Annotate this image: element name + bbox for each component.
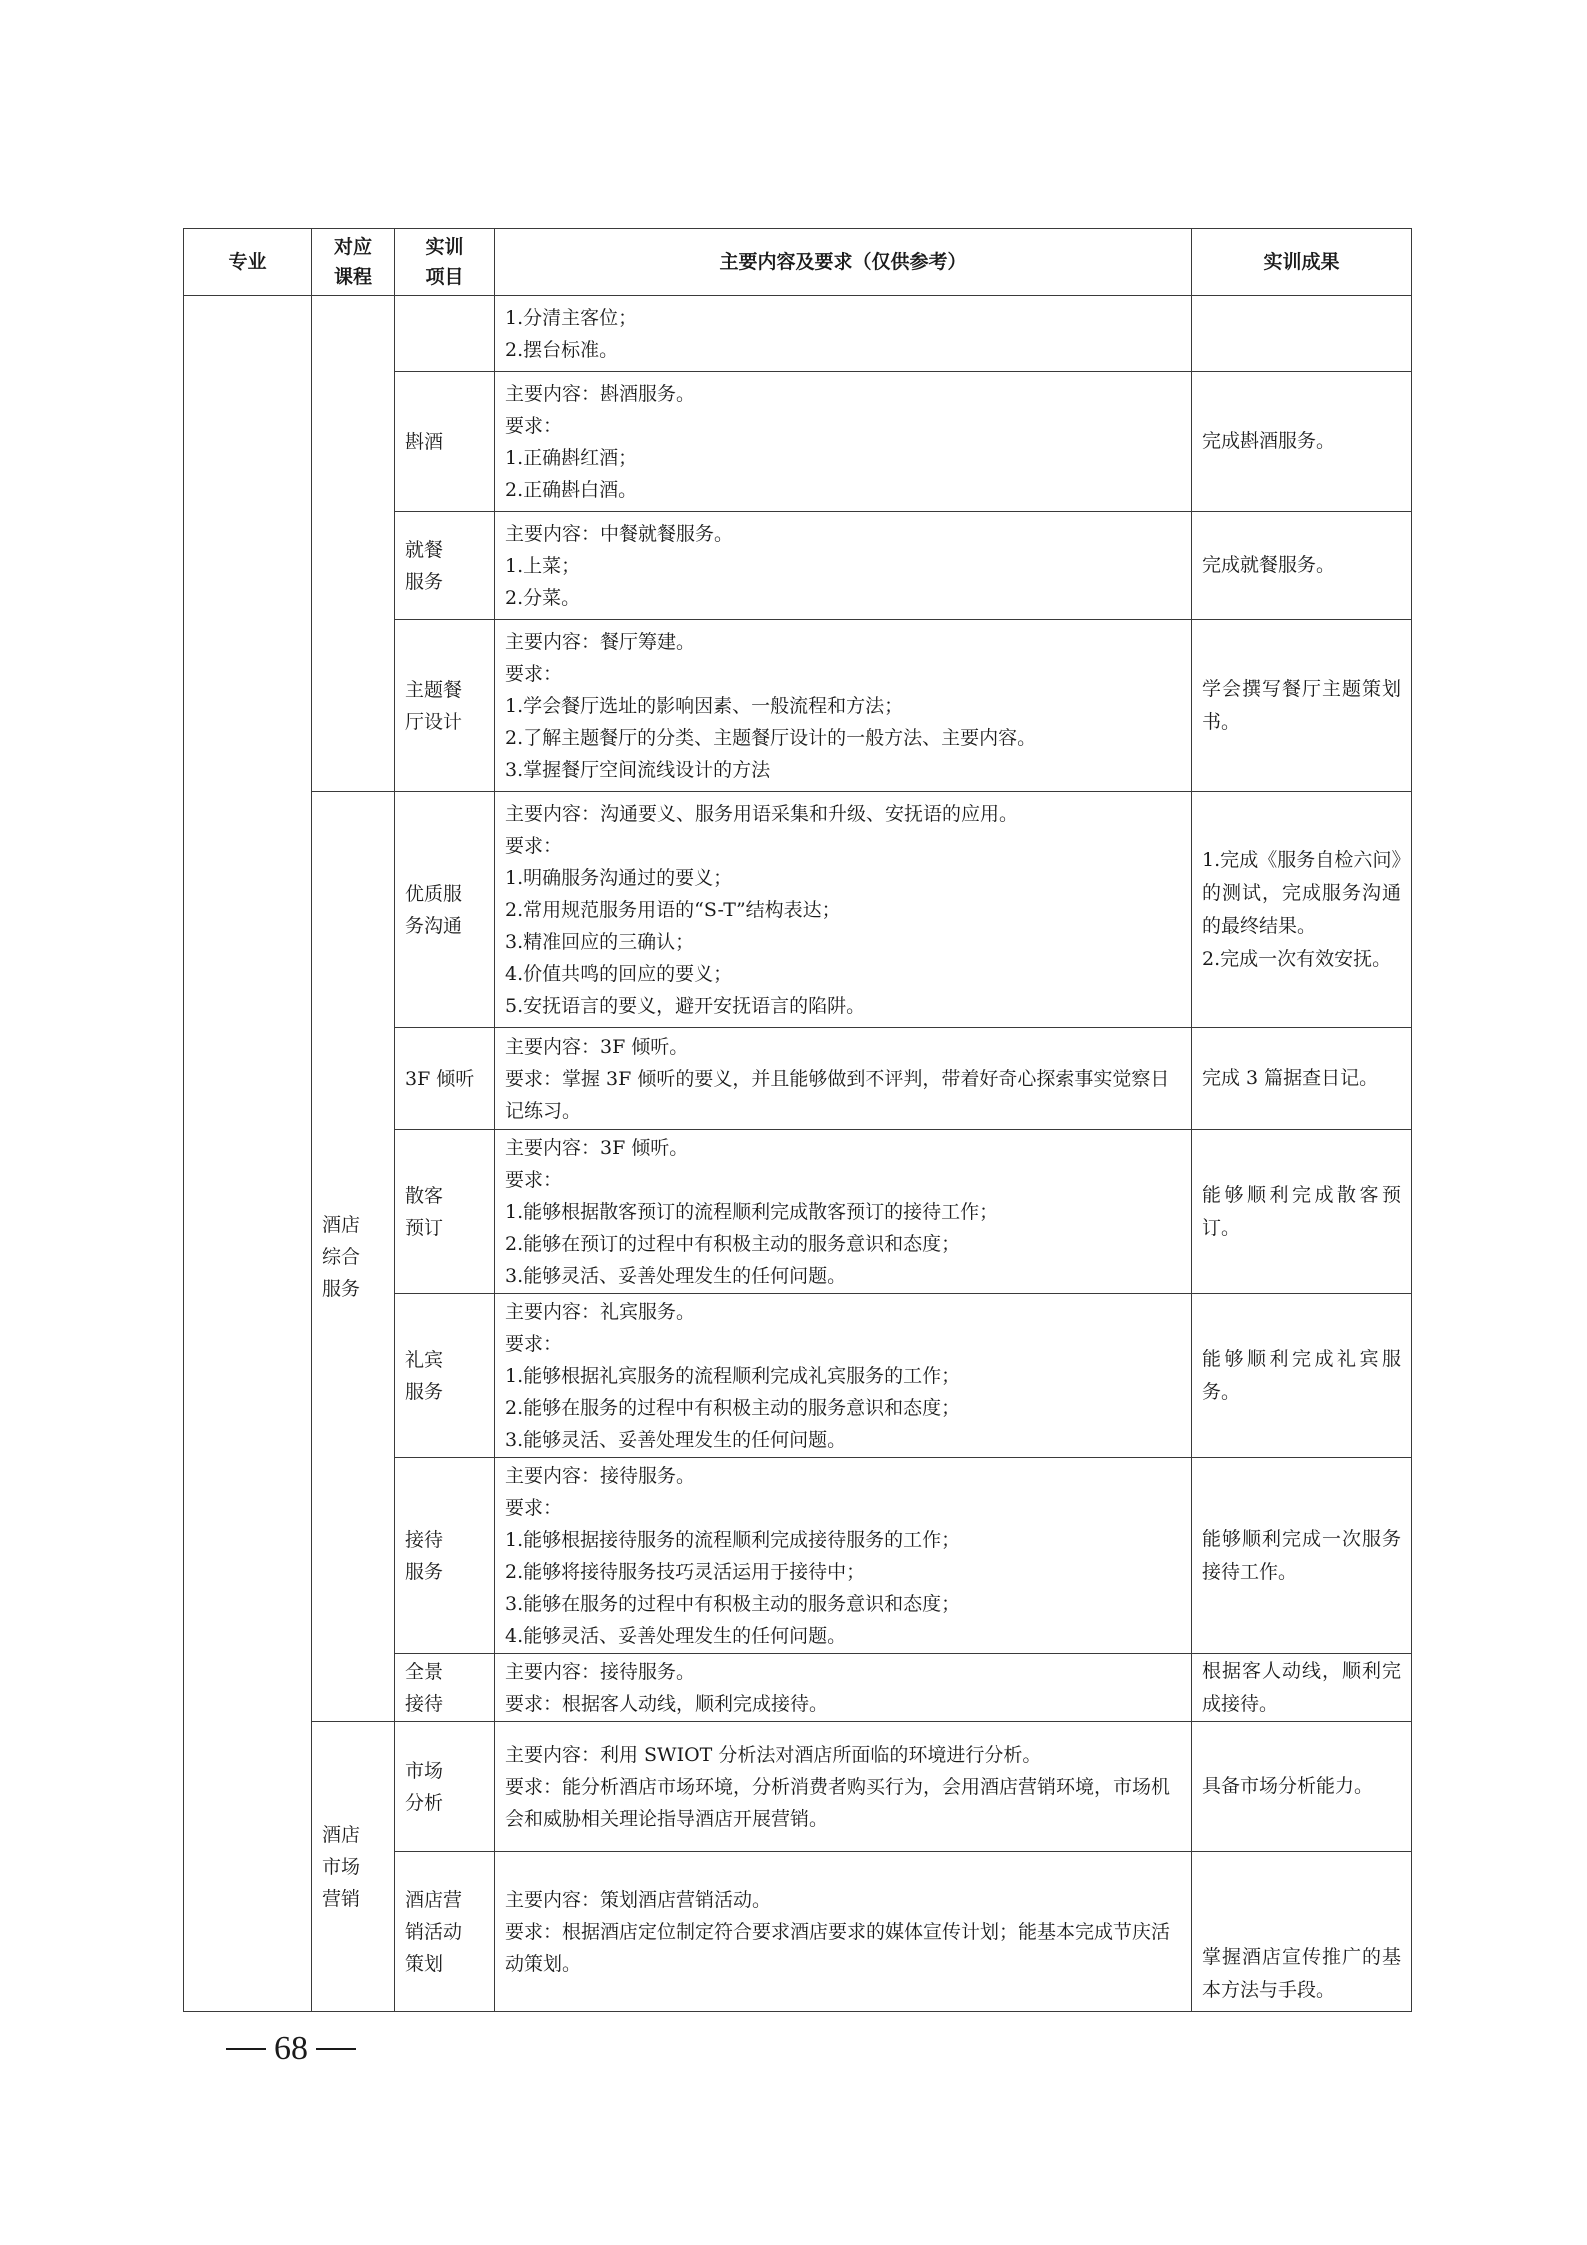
- table-row: [184, 1722, 1412, 1852]
- header-major: 专业: [184, 229, 312, 296]
- course-cell: 酒店 市场 营销: [312, 1722, 395, 2012]
- page-footer: [218, 2030, 364, 2068]
- content-cell: [495, 372, 1192, 512]
- project-cell: 酒店营 销活动 策划: [395, 1852, 495, 2012]
- content-line: 主要内容：中餐就餐服务。: [505, 522, 734, 545]
- header-project: 实训 项目: [395, 229, 495, 296]
- header-course: 对应 课程: [312, 229, 395, 296]
- content-line: 要求：: [505, 1332, 563, 1355]
- content-line: 主要内容：接待服务。: [505, 1660, 696, 1683]
- content-line: 1.能够根据接待服务的流程顺利完成接待服务的工作；: [505, 1528, 961, 1551]
- content-line: 1.能够根据礼宾服务的流程顺利完成礼宾服务的工作；: [505, 1364, 961, 1387]
- project-cell: 斟酒: [395, 372, 495, 512]
- content-line: 2.能够在预订的过程中有积极主动的服务意识和态度；: [505, 1232, 961, 1255]
- content-line: 3.精准回应的三确认；: [505, 930, 695, 953]
- content-cell: [495, 792, 1192, 1028]
- content-line: 1.明确服务沟通过的要义；: [505, 866, 733, 889]
- training-table: [183, 228, 1412, 2012]
- result-cell: 具备市场分析能力。: [1192, 1722, 1412, 1852]
- content-line: 1.上菜；: [505, 554, 581, 577]
- course-cell: 酒店 综合 服务: [312, 792, 395, 1722]
- content-line: 3.能够灵活、妥善处理发生的任何问题。: [505, 1428, 847, 1451]
- content-line: 1.分清主客位；: [505, 306, 638, 329]
- content-line: 1.学会餐厅选址的影响因素、一般流程和方法；: [505, 694, 904, 717]
- course-cell: [312, 296, 395, 792]
- content-line: 主要内容：斟酒服务。: [505, 382, 696, 405]
- content-line: 2.分菜。: [505, 586, 581, 609]
- content-line: 4.价值共鸣的回应的要义；: [505, 962, 733, 985]
- content-line: 主要内容：沟通要义、服务用语采集和升级、安抚语的应用。: [505, 802, 1019, 825]
- content-line: 5.安抚语言的要义，避开安抚语言的陷阱。: [505, 994, 866, 1017]
- content-cell: [495, 296, 1192, 372]
- content-cell: [495, 1028, 1192, 1130]
- footer-dash-left: [226, 2048, 266, 2050]
- result-cell: 完成斟酒服务。: [1192, 372, 1412, 512]
- header-result: 实训成果: [1192, 229, 1412, 296]
- result-cell: 掌握酒店宣传推广的基本方法与手段。: [1192, 1852, 1412, 2012]
- result-cell: 1.完成《服务自检六问》的测试，完成服务沟通的最终结果。 2.完成一次有效安抚。: [1192, 792, 1412, 1028]
- table-row: [184, 792, 1412, 1028]
- content-line: 要求：: [505, 1168, 563, 1191]
- content-line: 要求：根据客人动线，顺利完成接待。: [505, 1692, 829, 1715]
- content-line: 要求：掌握 3F 倾听的要义，并且能够做到不评判，带着好奇心探索事实觉察日记练习。: [505, 1067, 1170, 1122]
- result-cell: 学会撰写餐厅主题策划书。: [1192, 620, 1412, 792]
- content-line: 要求：: [505, 414, 563, 437]
- content-line: 主要内容：餐厅筹建。: [505, 630, 696, 653]
- content-line: 2.常用规范服务用语的“S-T”结构表达；: [505, 898, 841, 921]
- result-cell: 根据客人动线，顺利完成接待。: [1192, 1654, 1412, 1722]
- project-cell: 接待 服务: [395, 1458, 495, 1654]
- content-line: 2.摆台标准。: [505, 338, 619, 361]
- content-line: 2.能够在服务的过程中有积极主动的服务意识和态度；: [505, 1396, 961, 1419]
- content-line: 1.能够根据散客预订的流程顺利完成散客预订的接待工作；: [505, 1200, 999, 1223]
- result-cell: 完成 3 篇据查日记。: [1192, 1028, 1412, 1130]
- content-line: 2.能够将接待服务技巧灵活运用于接待中；: [505, 1560, 866, 1583]
- content-line: 要求：根据酒店定位制定符合要求酒店要求的媒体宣传计划；能基本完成节庆活动策划。: [505, 1920, 1171, 1975]
- content-line: 主要内容：3F 倾听。: [505, 1035, 689, 1058]
- content-cell: [495, 1722, 1192, 1852]
- result-cell: 完成就餐服务。: [1192, 512, 1412, 620]
- project-cell: 散客 预订: [395, 1130, 495, 1294]
- content-cell: [495, 1130, 1192, 1294]
- table-header-row: [184, 229, 1412, 296]
- content-cell: [495, 1654, 1192, 1722]
- content-line: 要求：: [505, 834, 563, 857]
- result-cell: [1192, 296, 1412, 372]
- content-line: 4.能够灵活、妥善处理发生的任何问题。: [505, 1624, 847, 1647]
- result-cell: 能够顺利完成散客预订。: [1192, 1130, 1412, 1294]
- content-cell: [495, 620, 1192, 792]
- content-line: 3.掌握餐厅空间流线设计的方法: [505, 758, 771, 781]
- project-cell: 就餐 服务: [395, 512, 495, 620]
- content-line: 主要内容：接待服务。: [505, 1464, 696, 1487]
- project-cell: 主题餐 厅设计: [395, 620, 495, 792]
- project-cell: 礼宾 服务: [395, 1294, 495, 1458]
- content-cell: [495, 1458, 1192, 1654]
- content-line: 2.了解主题餐厅的分类、主题餐厅设计的一般方法、主要内容。: [505, 726, 1037, 749]
- content-line: 要求：: [505, 662, 563, 685]
- project-cell: 市场 分析: [395, 1722, 495, 1852]
- content-cell: [495, 1294, 1192, 1458]
- content-line: 主要内容：利用 SWIOT 分析法对酒店所面临的环境进行分析。: [505, 1743, 1042, 1766]
- content-line: 主要内容：礼宾服务。: [505, 1300, 696, 1323]
- project-cell: 全景 接待: [395, 1654, 495, 1722]
- content-cell: [495, 512, 1192, 620]
- content-line: 要求：: [505, 1496, 563, 1519]
- result-cell: 能够顺利完成一次服务接待工作。: [1192, 1458, 1412, 1654]
- header-content: 主要内容及要求（仅供参考）: [495, 229, 1192, 296]
- result-cell: 能够顺利完成礼宾服务。: [1192, 1294, 1412, 1458]
- project-cell: 优质服 务沟通: [395, 792, 495, 1028]
- content-line: 1.正确斟红酒；: [505, 446, 638, 469]
- content-line: 要求：能分析酒店市场环境，分析消费者购买行为，会用酒店营销环境，市场机会和威胁相关理论指导酒店开展营销。: [505, 1775, 1171, 1830]
- content-line: 主要内容：策划酒店营销活动。: [505, 1888, 772, 1911]
- content-line: 3.能够灵活、妥善处理发生的任何问题。: [505, 1264, 847, 1287]
- content-line: 主要内容：3F 倾听。: [505, 1136, 689, 1159]
- project-cell: [395, 296, 495, 372]
- content-cell: [495, 1852, 1192, 2012]
- page-number: 68: [274, 2030, 308, 2067]
- content-line: 3.能够在服务的过程中有积极主动的服务意识和态度；: [505, 1592, 961, 1615]
- project-cell: 3F 倾听: [395, 1028, 495, 1130]
- footer-dash-right: [316, 2048, 356, 2050]
- content-line: 2.正确斟白酒。: [505, 478, 638, 501]
- major-cell: [184, 296, 312, 2012]
- table-row: [184, 296, 1412, 372]
